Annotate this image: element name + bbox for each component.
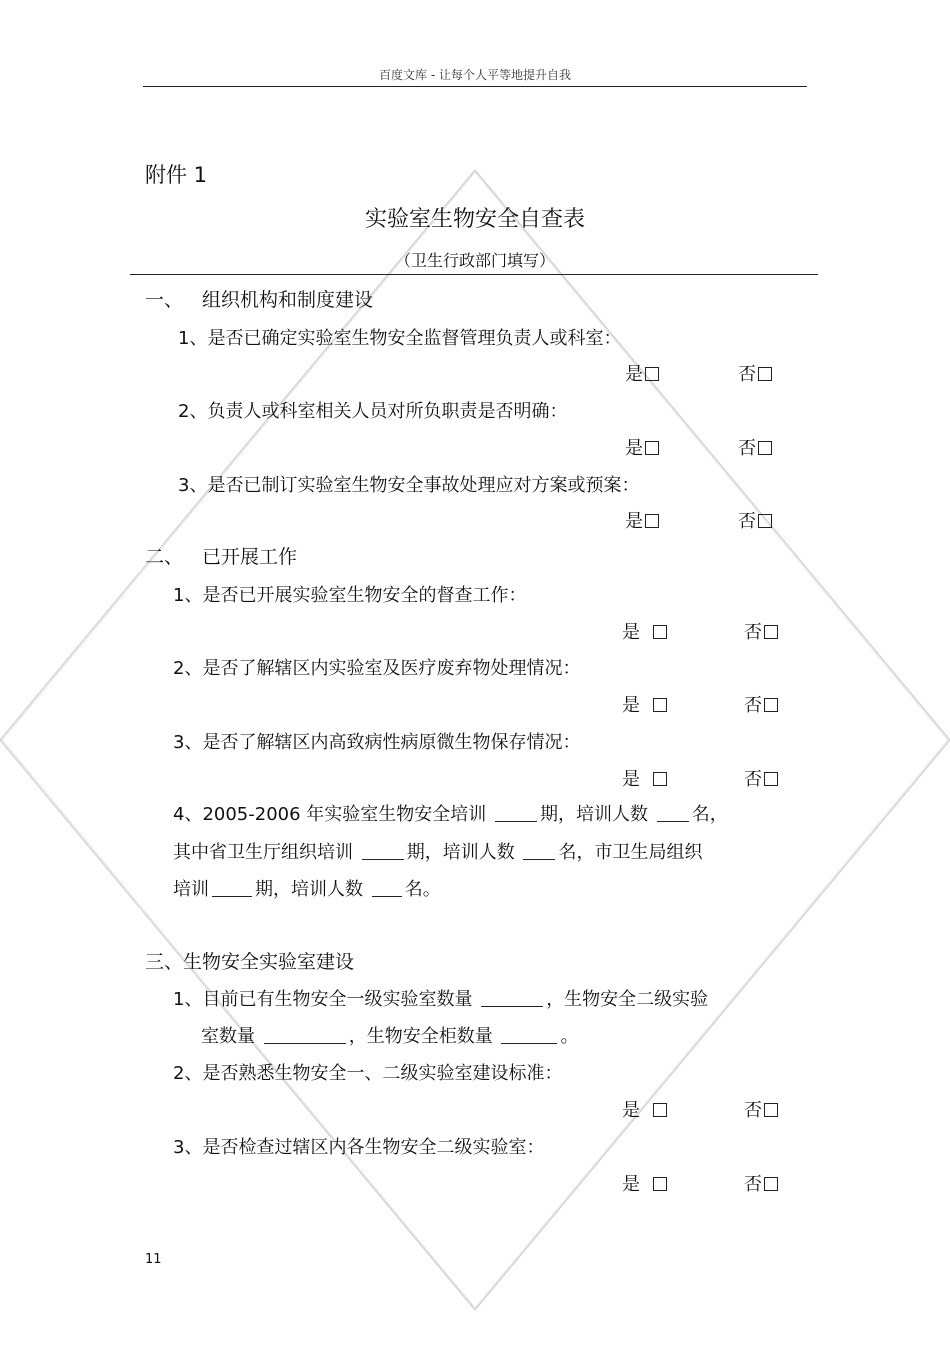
yes-label: 是	[622, 769, 640, 790]
no-label: 否	[744, 1100, 762, 1121]
yes-label: 是	[625, 511, 643, 532]
text-fragment: 期，培训人数	[540, 804, 649, 825]
yes-option[interactable]	[622, 618, 667, 644]
no-option[interactable]	[738, 434, 772, 460]
no-option[interactable]	[744, 691, 778, 717]
blank-field[interactable]	[362, 843, 404, 860]
section-1-number: 一、	[145, 289, 184, 311]
no-option[interactable]	[744, 1170, 778, 1196]
text-fragment: 名，市卫生局组织	[558, 842, 703, 863]
text-fragment: 期，培训人数	[406, 842, 515, 863]
text-fragment: ，生物安全二级实验	[546, 989, 709, 1010]
yes-checkbox[interactable]	[653, 698, 667, 712]
yes-label: 是	[625, 364, 643, 385]
yes-option[interactable]	[625, 360, 659, 386]
blank-field[interactable]	[495, 805, 537, 822]
no-label: 否	[744, 769, 762, 790]
question-2-4-line-1	[173, 800, 728, 826]
blank-field[interactable]	[372, 880, 402, 897]
text-fragment: 培训	[173, 879, 209, 900]
yes-label: 是	[625, 438, 643, 459]
yes-option[interactable]	[625, 434, 659, 460]
no-option[interactable]	[738, 507, 772, 533]
section-1-title: 组织机构和制度建设	[202, 289, 374, 311]
section-3-title: 三、生物安全实验室建设	[145, 951, 355, 973]
no-checkbox[interactable]	[764, 772, 778, 786]
text-fragment: 名。	[404, 879, 441, 900]
yes-label: 是	[622, 622, 640, 643]
question-3-1-line-1	[173, 985, 708, 1011]
text-fragment: 期，培训人数	[255, 879, 363, 900]
question-3-3: 3、是否检查过辖区内各生物安全二级实验室：	[173, 1137, 545, 1158]
no-checkbox[interactable]	[764, 625, 778, 639]
no-option[interactable]	[744, 1096, 778, 1122]
section-2-number: 二、	[145, 546, 184, 568]
yes-checkbox[interactable]	[645, 367, 659, 381]
text-fragment: 名，	[691, 804, 728, 825]
no-checkbox[interactable]	[764, 1103, 778, 1117]
yes-option[interactable]	[625, 507, 659, 533]
yes-option[interactable]	[622, 765, 667, 791]
blank-field[interactable]	[264, 1027, 346, 1044]
no-label: 否	[744, 622, 762, 643]
title-rule	[130, 274, 818, 275]
question-2-2: 2、是否了解辖区内实验室及医疗废弃物处理情况：	[173, 658, 581, 679]
page-subtitle: （卫生行政部门填写）	[394, 251, 555, 270]
question-3-2: 2、是否熟悉生物安全一、二级实验室建设标准：	[173, 1063, 563, 1084]
question-1-2: 2、负责人或科室相关人员对所负职责是否明确：	[178, 401, 568, 422]
section-2-title: 已开展工作	[202, 546, 298, 568]
no-option[interactable]	[744, 765, 778, 791]
text-fragment: 其中省卫生厅组织培训	[173, 842, 353, 863]
yes-checkbox[interactable]	[653, 772, 667, 786]
no-option[interactable]	[744, 618, 778, 644]
text-fragment: 1、目前已有生物安全一级实验室数量	[173, 989, 473, 1010]
blank-field[interactable]	[481, 990, 543, 1007]
text-fragment: 室数量	[201, 1026, 255, 1047]
yes-label: 是	[622, 695, 640, 716]
no-label: 否	[738, 364, 756, 385]
no-checkbox[interactable]	[764, 698, 778, 712]
text-fragment: 。	[560, 1026, 579, 1047]
question-2-3: 3、是否了解辖区内高致病性病原微生物保存情况：	[173, 732, 581, 753]
yes-option[interactable]	[622, 1170, 667, 1196]
question-1-3: 3、是否已制订实验室生物安全事故处理应对方案或预案：	[178, 475, 640, 496]
no-label: 否	[738, 511, 756, 532]
blank-field[interactable]	[501, 1027, 557, 1044]
blank-field[interactable]	[212, 880, 252, 897]
page-number: 11	[145, 1252, 162, 1267]
question-1-1: 1、是否已确定实验室生物安全监督管理负责人或科室：	[178, 328, 622, 349]
no-label: 否	[744, 1174, 762, 1195]
text-fragment: ，生物安全柜数量	[348, 1026, 493, 1047]
annex-label: 附件 1	[145, 163, 208, 187]
question-2-4-line-2	[173, 838, 702, 864]
no-checkbox[interactable]	[758, 367, 772, 381]
yes-option[interactable]	[622, 691, 667, 717]
no-checkbox[interactable]	[764, 1177, 778, 1191]
no-checkbox[interactable]	[758, 514, 772, 528]
header-rule	[143, 86, 807, 87]
question-2-1: 1、是否已开展实验室生物安全的督查工作：	[173, 585, 527, 606]
yes-checkbox[interactable]	[645, 441, 659, 455]
blank-field[interactable]	[657, 805, 689, 822]
no-label: 否	[738, 438, 756, 459]
yes-label: 是	[622, 1174, 640, 1195]
yes-checkbox[interactable]	[653, 1103, 667, 1117]
no-checkbox[interactable]	[758, 441, 772, 455]
no-option[interactable]	[738, 360, 772, 386]
page-header: 百度文库 - 让每个人平等地提升自我	[379, 68, 571, 82]
no-label: 否	[744, 695, 762, 716]
page-title: 实验室生物安全自查表	[364, 207, 585, 232]
blank-field[interactable]	[523, 843, 555, 860]
yes-checkbox[interactable]	[653, 1177, 667, 1191]
question-2-4-line-3	[173, 875, 441, 901]
text-fragment: 4、2005-2006 年实验室生物安全培训	[173, 804, 487, 825]
yes-label: 是	[622, 1100, 640, 1121]
yes-checkbox[interactable]	[645, 514, 659, 528]
yes-option[interactable]	[622, 1096, 667, 1122]
yes-checkbox[interactable]	[653, 625, 667, 639]
question-3-1-line-2	[201, 1022, 578, 1048]
